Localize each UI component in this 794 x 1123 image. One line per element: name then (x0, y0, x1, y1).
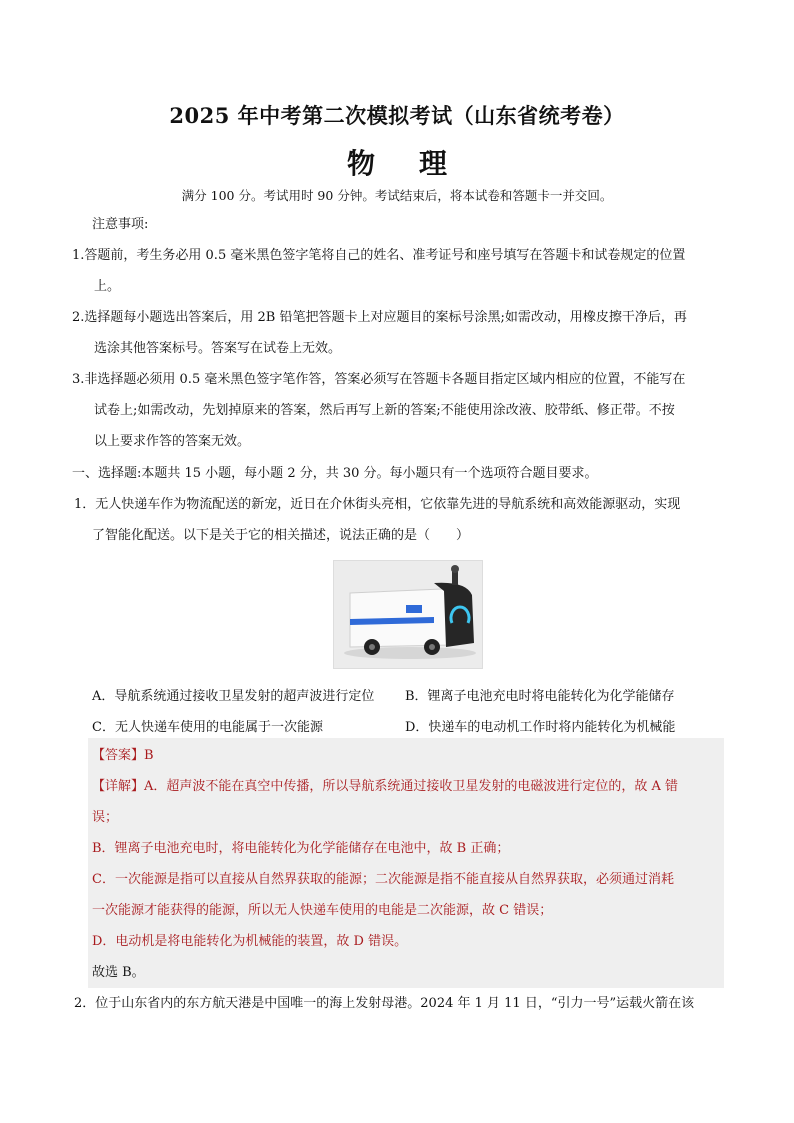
notice-item-3-line-3: 以上要求作答的答案无效。 (94, 434, 251, 449)
exam-info: 满分 100 分。考试用时 90 分钟。考试结束后，将本试卷和答题卡一并交回。 (181, 188, 613, 203)
detail-line-5: 一次能源才能获得的能源，所以无人快递车使用的电能是二次能源，故 C 错误； (92, 903, 553, 918)
option-c: C．无人快递车使用的电能属于一次能源 (92, 720, 323, 735)
detail-line-2: 误； (92, 810, 119, 825)
section-heading: 一、选择题:本题共 15 小题，每小题 2 分，共 30 分。每小题只有一个选项符合题目要求。 (72, 466, 598, 481)
answer-conclusion: 故选 B。 (92, 965, 145, 980)
subject-heading (0, 142, 794, 182)
exam-title: 2025 年中考第二次模拟考试（山东省统考卷） (169, 103, 625, 128)
detail-line-1 (92, 771, 732, 802)
detail-line-6: D．电动机是将电能转化为机械能的装置，故 D 错误。 (92, 934, 408, 949)
answer-label: 【答案】B (92, 748, 154, 763)
detail-line-3: B．锂离子电池充电时，将电能转化为化学能储存在电池中，故 B 正确； (92, 841, 510, 856)
delivery-vehicle-illustration (334, 561, 482, 668)
option-b: B．锂离子电池充电时将电能转化为化学能储存 (405, 689, 675, 704)
detail-line-1-text: A．超声波不能在真空中传播，所以导航系统通过接收卫星发射的电磁波进行定位的，故 A 错 (144, 779, 679, 794)
notice-item-2 (72, 302, 732, 364)
notice-heading: 注意事项: (92, 217, 149, 232)
subject-char-2: 理 (419, 147, 448, 180)
detail-label: 【详解】 (92, 779, 145, 794)
delivery-vehicle-image (333, 560, 483, 669)
option-d: D．快递车的电动机工作时将内能转化为机械能 (405, 720, 676, 735)
notice-item-3-line-1: 3.非选择题必须用 0.5 毫米黑色签字笔作答，答案必须写在答题卡各题目指定区域内相应的位置，不能写在 (72, 372, 686, 387)
question-1-line-1: 1．无人快递车作为物流配送的新宠，近日在介休街头亮相，它依靠先进的导航系统和高效能源驱动，实现 (74, 497, 681, 512)
notice-item-2-line-1: 2.选择题每小题选出答案后，用 2B 铅笔把答题卡上对应题目的案标号涂黑;如需改动，用橡皮擦干净后，再 (72, 310, 687, 325)
question-2-line-1: 2．位于山东省内的东方航天港是中国唯一的海上发射母港。2024 年 1 月 11 日，“引力一号”运载火箭在该 (74, 996, 695, 1011)
question-1-line-2: 了智能化配送。以下是关于它的相关描述，说法正确的是（ ） (92, 528, 470, 543)
notice-item-1-line-1: 1.答题前，考生务必用 0.5 毫米黑色签字笔将自己的姓名、准考证号和座号填写在答题卡和试卷规定的位置 (72, 248, 686, 263)
detail-line-4: C．一次能源是指可以直接从自然界获取的能源；二次能源是指不能直接从自然界获取，必须通过消耗 (92, 872, 674, 887)
option-a: A．导航系统通过接收卫星发射的超声波进行定位 (92, 689, 375, 704)
notice-item-1-line-2: 上。 (94, 279, 121, 294)
answer-detail (92, 771, 732, 957)
notice-item-1 (72, 240, 732, 302)
notice-item-3-line-2: 试卷上;如需改动，先划掉原来的答案，然后再写上新的答案;不能使用涂改液、胶带纸、修正带。不按 (94, 403, 675, 418)
notice-item-2-line-2: 选涂其他答案标号。答案写在试卷上无效。 (94, 341, 342, 356)
notice-item-3 (72, 364, 732, 457)
subject-char-1: 物 (346, 147, 375, 180)
question-1-stem (74, 489, 734, 551)
